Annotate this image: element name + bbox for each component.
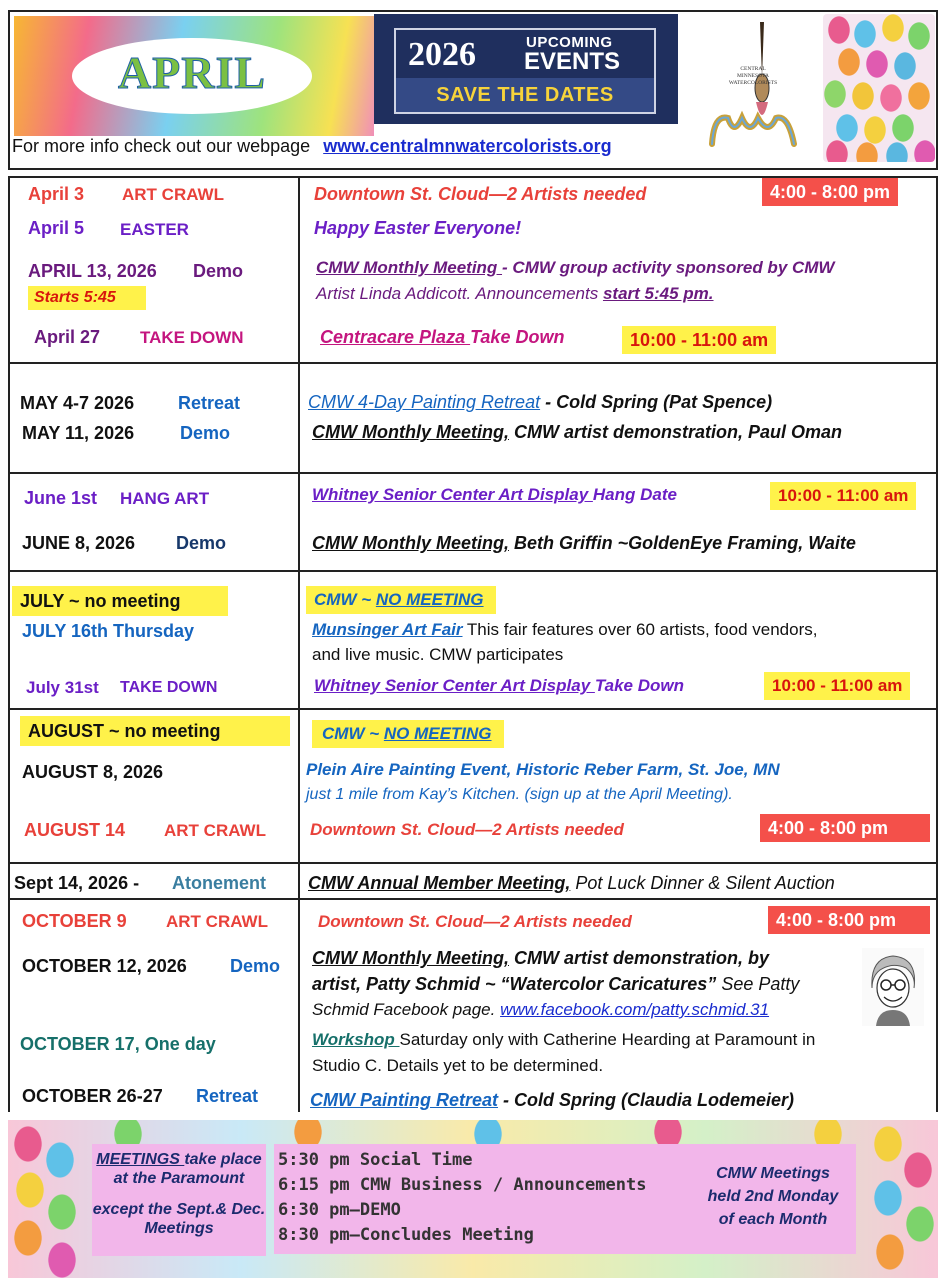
august-no-meeting-label: NO MEETING bbox=[383, 724, 492, 743]
painting-retreat-link[interactable]: CMW 4-Day Painting Retreat bbox=[308, 392, 541, 412]
meetings-location-text bbox=[92, 1150, 266, 1188]
svg-text:CENTRAL: CENTRAL bbox=[740, 66, 766, 72]
october-12-date: OCTOBER 12, 2026 bbox=[22, 956, 187, 976]
easter-eggs-image bbox=[823, 14, 935, 162]
except-text: except the Sept.& Dec. Meetings bbox=[92, 1201, 266, 1237]
october-17-date: OCTOBER 17, One day bbox=[20, 1034, 216, 1054]
row-divider-july bbox=[8, 570, 938, 572]
sept-type: Atonement bbox=[172, 873, 266, 893]
row-divider-october bbox=[8, 898, 938, 900]
footer-banner bbox=[8, 1120, 938, 1278]
cmw-painting-retreat-link[interactable]: CMW Painting Retreat bbox=[310, 1090, 499, 1110]
may-demo-date: MAY 11, 2026 bbox=[22, 423, 135, 443]
october-26-date: OCTOBER 26-27 bbox=[22, 1086, 163, 1106]
may-demo-line bbox=[312, 422, 842, 443]
april-27-line bbox=[320, 327, 564, 348]
april-13-start-time: start 5:45 pm. bbox=[602, 284, 714, 303]
schedule-item: 5:30 pm Social Time bbox=[278, 1150, 473, 1170]
held-monthly-text: CMW Meetings held 2nd Monday of each Month bbox=[707, 1165, 839, 1228]
july-16-desc1: This fair features over 60 artists, food vendors, bbox=[462, 620, 818, 639]
october-12-line2 bbox=[312, 974, 799, 995]
august-8-date: AUGUST 8, 2026 bbox=[22, 762, 164, 782]
facebook-link[interactable]: www.facebook.com/patty.schmid.31 bbox=[500, 1000, 770, 1019]
october-12-desc4: Schmid Facebook page. bbox=[312, 1000, 501, 1019]
meetings-location: take place at the Paramount bbox=[113, 1151, 262, 1187]
october-17-line1 bbox=[312, 1030, 815, 1050]
workshop-link[interactable]: Workshop bbox=[312, 1030, 400, 1049]
column-divider bbox=[298, 176, 300, 1112]
june-8-type: Demo bbox=[176, 533, 227, 553]
row-divider-may bbox=[8, 362, 938, 364]
august-cmw-badge bbox=[312, 720, 504, 748]
april-3-desc: Downtown St. Cloud—2 Artists needed bbox=[314, 184, 647, 204]
may-retreat-line bbox=[308, 392, 772, 413]
whitney-hang-link[interactable]: Whitney Senior Center Art Display bbox=[312, 485, 593, 504]
october-17-desc2: Studio C. Details yet to be determined. bbox=[312, 1056, 604, 1075]
info-line bbox=[12, 136, 612, 157]
header-banner bbox=[8, 10, 938, 168]
april-13-meeting-link[interactable]: CMW Monthly Meeting bbox=[316, 258, 503, 277]
april-5-type: EASTER bbox=[120, 220, 189, 239]
header-divider bbox=[8, 168, 938, 170]
events-year: 2026 bbox=[408, 36, 476, 73]
april-3-type: ART CRAWL bbox=[122, 185, 224, 204]
august-no-meeting-badge: AUGUST ~ no meeting bbox=[20, 716, 290, 746]
april-13-desc2: Artist Linda Addicott. Announcements bbox=[316, 284, 603, 303]
august-14-date: AUGUST 14 bbox=[24, 820, 126, 840]
august-14-type: ART CRAWL bbox=[164, 821, 266, 840]
svg-text:MINNESOTA: MINNESOTA bbox=[737, 73, 769, 79]
august-cmw-pre: CMW ~ bbox=[322, 724, 384, 743]
meeting-schedule-note-box bbox=[690, 1144, 856, 1254]
row-divider-sept bbox=[8, 862, 938, 864]
row-divider-june bbox=[8, 472, 938, 474]
july-no-meeting-badge: JULY ~ no meeting bbox=[12, 586, 228, 616]
april-3-date: April 3 bbox=[28, 184, 85, 204]
june-1-desc: Hang Date bbox=[592, 485, 677, 504]
april-27-type: TAKE DOWN bbox=[140, 328, 244, 347]
october-26-type: Retreat bbox=[196, 1086, 259, 1106]
april-13-starts-badge: Starts 5:45 bbox=[28, 286, 146, 310]
june-8-desc: Beth Griffin ~GoldenEye Framing, Waite bbox=[508, 533, 856, 553]
april-27-time-badge: 10:00 - 11:00 am bbox=[622, 326, 776, 354]
may-demo-type: Demo bbox=[180, 423, 231, 443]
table-left-border bbox=[8, 176, 10, 1112]
may-meeting-link[interactable]: CMW Monthly Meeting, bbox=[312, 422, 509, 442]
october-9-date: OCTOBER 9 bbox=[22, 911, 127, 931]
july-31-time-badge: 10:00 - 11:00 am bbox=[764, 672, 910, 700]
frame-right-header bbox=[936, 10, 938, 168]
august-14-desc: Downtown St. Cloud—2 Artists needed bbox=[310, 820, 624, 839]
info-text: For more info check out our webpage bbox=[12, 136, 311, 156]
june-8-line bbox=[312, 533, 856, 554]
meetings-location-box bbox=[92, 1144, 266, 1256]
october-9-time-badge: 4:00 - 8:00 pm bbox=[768, 906, 930, 934]
caricature-image bbox=[862, 948, 924, 1026]
october-meeting-link[interactable]: CMW Monthly Meeting, bbox=[312, 948, 509, 968]
row-divider-august bbox=[8, 708, 938, 710]
centracare-plaza-link[interactable]: Centracare Plaza bbox=[320, 327, 471, 347]
june-1-time-badge: 10:00 - 11:00 am bbox=[770, 482, 916, 510]
october-12-desc2: artist, Patty Schmid ~ “Watercolor Caricatures” bbox=[312, 974, 717, 994]
july-16-line1 bbox=[312, 620, 817, 640]
july-cmw-pre: CMW ~ bbox=[314, 590, 376, 609]
october-26-desc: - Cold Spring (Claudia Lodemeier) bbox=[498, 1090, 795, 1110]
april-13-date: APRIL 13, 2026 bbox=[28, 261, 157, 281]
table-right-border bbox=[936, 176, 938, 1112]
schedule-item: 6:15 pm CMW Business / Announcements bbox=[278, 1175, 647, 1195]
svg-text:WATERCOLORISTS: WATERCOLORISTS bbox=[728, 80, 778, 86]
july-cmw-badge bbox=[306, 586, 496, 614]
frame-left-header bbox=[8, 10, 10, 168]
caricature-portrait-icon bbox=[862, 948, 924, 1026]
frame-top bbox=[8, 10, 938, 12]
sept-line bbox=[308, 873, 835, 894]
meetings-label: MEETINGS bbox=[96, 1151, 185, 1168]
june-1-type: HANG ART bbox=[120, 489, 210, 508]
events-frame bbox=[394, 28, 656, 114]
october-12-desc3: See Patty bbox=[716, 974, 800, 994]
sept-desc: Pot Luck Dinner & Silent Auction bbox=[570, 873, 835, 893]
june-1-date: June 1st bbox=[24, 488, 98, 508]
upcoming-events-banner bbox=[374, 14, 678, 124]
july-31-date: July 31st bbox=[26, 678, 99, 697]
april-13-type: Demo bbox=[193, 261, 244, 281]
august-14-time-badge: 4:00 - 8:00 pm bbox=[760, 814, 930, 842]
october-12-type: Demo bbox=[230, 956, 281, 976]
april-13-line1 bbox=[316, 258, 834, 278]
october-9-desc: Downtown St. Cloud—2 Artists needed bbox=[318, 912, 632, 931]
july-31-desc: Take Down bbox=[594, 676, 684, 695]
april-5-date: April 5 bbox=[28, 218, 85, 238]
october-12-line1 bbox=[312, 948, 769, 969]
month-title: APRIL bbox=[117, 47, 267, 98]
october-12-line3 bbox=[312, 1000, 769, 1020]
may-retreat-date: MAY 4-7 2026 bbox=[20, 393, 135, 413]
june-meeting-link[interactable]: CMW Monthly Meeting, bbox=[312, 533, 509, 553]
october-17-desc1: Saturday only with Catherine Hearding at Paramount in bbox=[399, 1030, 816, 1049]
whitney-takedown-link[interactable]: Whitney Senior Center Art Display bbox=[314, 676, 595, 695]
schedule-item: 6:30 pm—DEMO bbox=[278, 1200, 401, 1220]
october-9-type: ART CRAWL bbox=[166, 912, 268, 931]
august-8-desc2: just 1 mile from Kay’s Kitchen. (sign up at the April Meeting). bbox=[306, 786, 733, 803]
may-demo-desc: CMW artist demonstration, Paul Oman bbox=[508, 422, 843, 442]
july-31-line bbox=[314, 676, 684, 696]
april-banner bbox=[14, 16, 374, 136]
annual-meeting-link[interactable]: CMW Annual Member Meeting, bbox=[308, 873, 571, 893]
july-16-date: JULY 16th Thursday bbox=[22, 621, 195, 641]
april-3-time-badge: 4:00 - 8:00 pm bbox=[762, 178, 898, 206]
april-5-desc: Happy Easter Everyone! bbox=[314, 218, 522, 238]
july-no-meeting-label: NO MEETING bbox=[375, 590, 484, 609]
schedule-item: 8:30 pm—Concludes Meeting bbox=[278, 1225, 534, 1245]
sept-date: Sept 14, 2026 - bbox=[14, 873, 140, 893]
website-link[interactable]: www.centralmnwatercolorists.org bbox=[323, 136, 612, 156]
april-27-desc: Take Down bbox=[470, 327, 565, 347]
october-12-desc1: CMW artist demonstration, by bbox=[508, 948, 769, 968]
june-8-date: JUNE 8, 2026 bbox=[22, 533, 136, 553]
may-retreat-desc: - Cold Spring (Pat Spence) bbox=[540, 392, 773, 412]
may-retreat-type: Retreat bbox=[178, 393, 241, 413]
october-26-line bbox=[310, 1090, 794, 1111]
june-1-line bbox=[312, 485, 677, 505]
schedule-box bbox=[274, 1144, 690, 1254]
august-8-desc1: Plein Aire Painting Event, Historic Reber Farm, St. Joe, MN bbox=[306, 760, 780, 779]
events-label: EVENTS bbox=[524, 48, 621, 75]
upcoming-label: UPCOMING bbox=[526, 34, 613, 51]
save-the-dates-label: SAVE THE DATES bbox=[396, 78, 654, 112]
april-13-desc1: - CMW group activity sponsored by CMW bbox=[502, 258, 835, 277]
july-31-type: TAKE DOWN bbox=[120, 679, 218, 696]
april-27-date: April 27 bbox=[34, 327, 101, 347]
cmw-logo bbox=[698, 18, 808, 158]
april-13-line2 bbox=[316, 284, 714, 304]
paintbrush-logo-icon bbox=[698, 18, 808, 158]
munsinger-art-fair-link[interactable]: Munsinger Art Fair bbox=[312, 620, 463, 639]
july-16-desc2: and live music. CMW participates bbox=[312, 645, 564, 664]
